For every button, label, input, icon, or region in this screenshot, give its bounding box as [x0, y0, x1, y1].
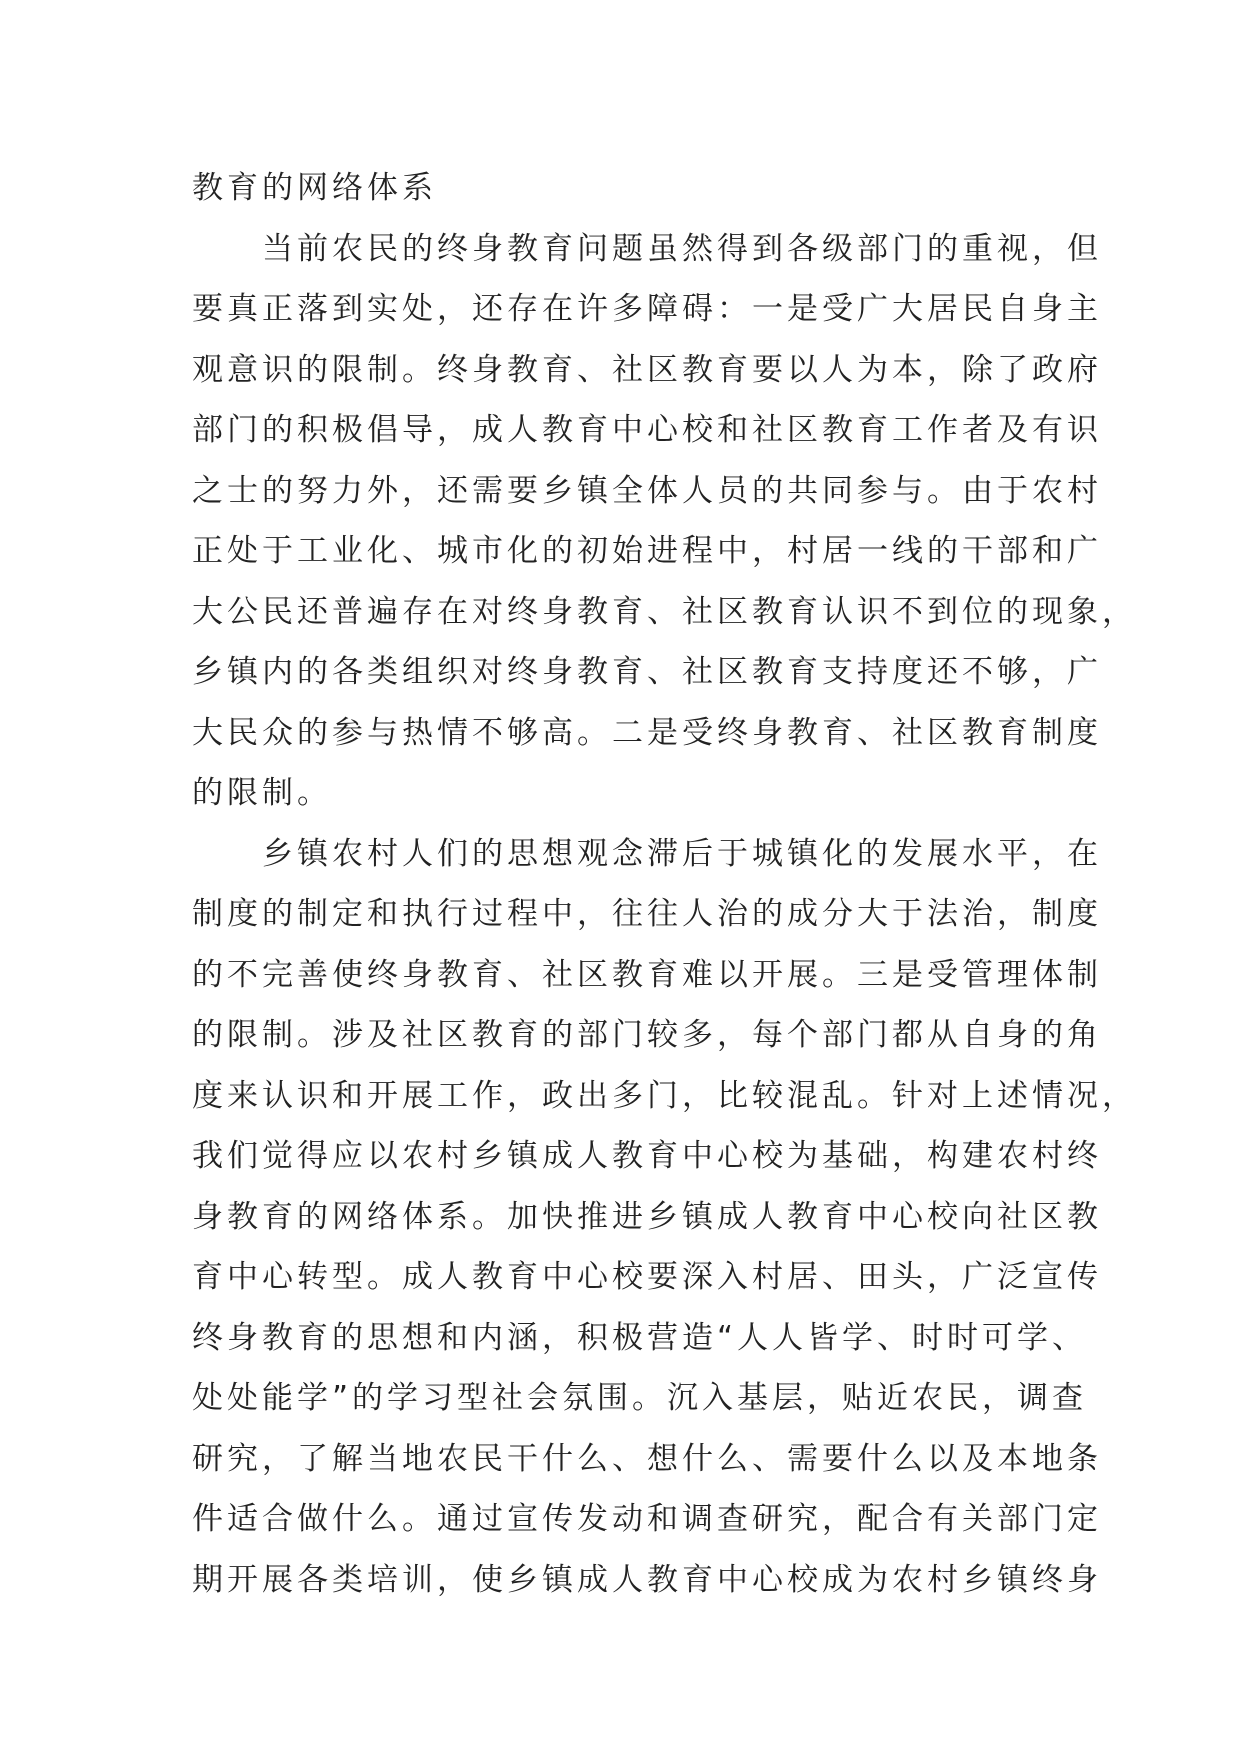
- text-line: 的限制。涉及社区教育的部门较多，每个部门都从自身的角: [192, 1017, 1102, 1053]
- text-line: 处处能学”的学习型社会氛围。沉入基层，贴近农民，调查: [192, 1380, 1088, 1416]
- text-line: 终身教育的思想和内涵，积极营造“人人皆学、时时可学、: [192, 1319, 1088, 1356]
- text-line: 研究，了解当地农民干什么、想什么、需要什么以及本地条: [192, 1440, 1102, 1477]
- body-text: [192, 158, 1137, 1610]
- text-line: 要真正落到实处，还存在许多障碍：一是受广大居民自身主: [192, 291, 1102, 327]
- text-line: 我们觉得应以农村乡镇成人教育中心校为基础，构建农村终: [192, 1138, 1102, 1174]
- paragraph-first-line: 乡镇农村人们的思想观念滞后于城镇化的发展水平，在: [262, 835, 1102, 872]
- text-line: 的不完善使终身教育、社区教育难以开展。三是受管理体制: [192, 956, 1102, 993]
- text-line: 度来认识和开展工作，政出多门，比较混乱。针对上述情况，: [192, 1077, 1137, 1114]
- paragraph-first-line: 当前农民的终身教育问题虽然得到各级部门的重视，但: [262, 230, 1102, 267]
- text-line: 之士的努力外，还需要乡镇全体人员的共同参与。由于农村: [192, 472, 1102, 509]
- text-line: 部门的积极倡导，成人教育中心校和社区教育工作者及有识: [192, 412, 1102, 448]
- text-line: 大公民还普遍存在对终身教育、社区教育认识不到位的现象，: [192, 593, 1137, 630]
- text-line: 育中心转型。成人教育中心校要深入村居、田头，广泛宣传: [192, 1259, 1102, 1295]
- text-line: 观意识的限制。终身教育、社区教育要以人为本，除了政府: [192, 351, 1102, 388]
- text-line: 教育的网络体系: [192, 170, 437, 206]
- text-line: 乡镇内的各类组织对终身教育、社区教育支持度还不够，广: [192, 654, 1102, 690]
- text-line: 制度的制定和执行过程中，往往人治的成分大于法治，制度: [192, 896, 1102, 932]
- text-line: 身教育的网络体系。加快推进乡镇成人教育中心校向社区教: [192, 1198, 1102, 1235]
- text-line: 件适合做什么。通过宣传发动和调查研究，配合有关部门定: [192, 1501, 1102, 1537]
- text-line: 正处于工业化、城市化的初始进程中，村居一线的干部和广: [192, 533, 1102, 569]
- text-line: 期开展各类培训，使乡镇成人教育中心校成为农村乡镇终身: [192, 1561, 1102, 1598]
- text-line: 大民众的参与热情不够高。二是受终身教育、社区教育制度: [192, 714, 1102, 751]
- text-line: 的限制。: [192, 775, 332, 811]
